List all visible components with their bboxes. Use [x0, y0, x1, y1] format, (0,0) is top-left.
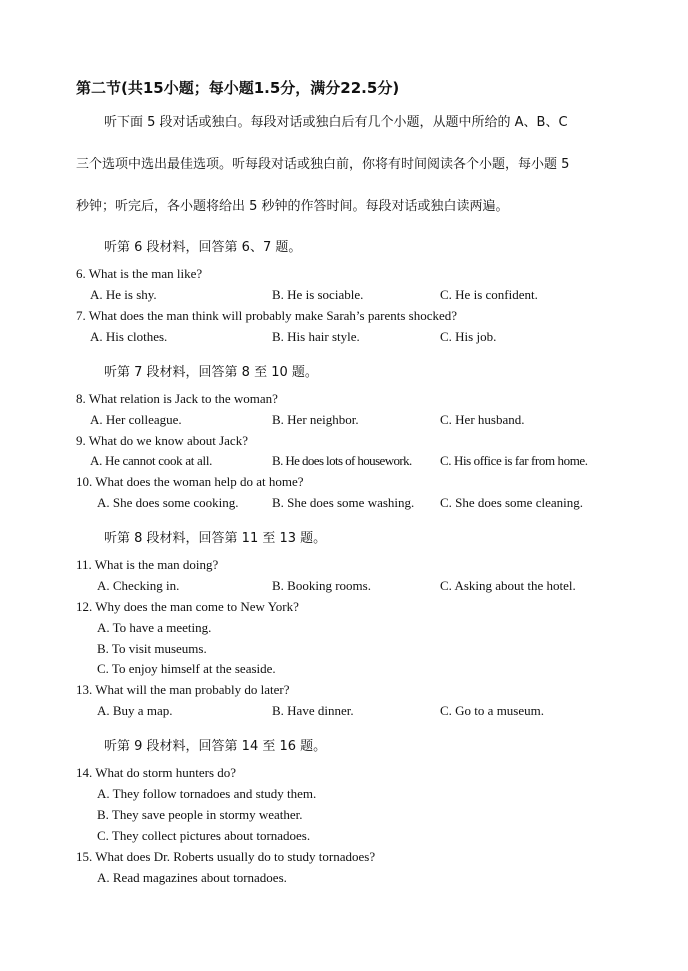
question-13: 13. What will the man probably do later?	[76, 682, 290, 697]
question-14-option-b: B. They save people in stormy weather.	[97, 807, 303, 822]
question-9-option-b: B. He does lots of housework.	[272, 453, 412, 468]
material-8-heading: 听第 8 段材料，回答第 11 至 13 题。	[104, 531, 327, 546]
question-13-option-b: B. Have dinner.	[272, 703, 354, 718]
question-14-option-a: A. They follow tornadoes and study them.	[97, 786, 317, 801]
question-13-option-a: A. Buy a map.	[97, 703, 173, 718]
question-6: 6. What is the man like?	[76, 266, 203, 281]
instruction-line-1: 听下面 5 段对话或独白。每段对话或独白后有几个小题，从题中所给的 A、B、C	[104, 115, 568, 130]
question-15: 15. What does Dr. Roberts usually do to study tornadoes?	[76, 849, 376, 864]
material-6-heading: 听第 6 段材料，回答第 6、7 题。	[104, 240, 302, 255]
question-7-option-c: C. His job.	[440, 329, 497, 344]
question-10-option-a: A. She does some cooking.	[97, 495, 239, 510]
question-10-option-c: C. She does some cleaning.	[440, 495, 583, 510]
instruction-line-3: 秒钟；听完后，各小题将给出 5 秒钟的作答时间。每段对话或独白读两遍。	[76, 199, 509, 214]
instruction-line-2: 三个选项中选出最佳选项。听每段对话或独白前，你将有时间阅读各个小题，每小题 5	[76, 157, 570, 172]
question-10-option-b: B. She does some washing.	[272, 495, 415, 510]
section-title: 第二节(共15小题；每小题1.5分，满分22.5分)	[76, 79, 400, 97]
question-15-option-a: A. Read magazines about tornadoes.	[97, 870, 287, 885]
question-12-option-c: C. To enjoy himself at the seaside.	[97, 661, 276, 676]
question-6-option-c: C. He is confident.	[440, 287, 538, 302]
question-11-option-c: C. Asking about the hotel.	[440, 578, 576, 593]
question-11-option-a: A. Checking in.	[97, 578, 180, 593]
question-11: 11. What is the man doing?	[76, 557, 219, 572]
material-9-heading: 听第 9 段材料，回答第 14 至 16 题。	[104, 739, 327, 754]
question-8-option-c: C. Her husband.	[440, 412, 525, 427]
question-13-option-c: C. Go to a museum.	[440, 703, 544, 718]
question-9-option-a: A. He cannot cook at all.	[90, 453, 213, 468]
question-12-option-b: B. To visit museums.	[97, 641, 207, 656]
question-12-option-a: A. To have a meeting.	[97, 620, 212, 635]
question-7-option-a: A. His clothes.	[90, 329, 168, 344]
question-12: 12. Why does the man come to New York?	[76, 599, 299, 614]
question-14-option-c: C. They collect pictures about tornadoes.	[97, 828, 311, 843]
question-10: 10. What does the woman help do at home?	[76, 474, 304, 489]
question-8: 8. What relation is Jack to the woman?	[76, 391, 278, 406]
question-9-option-c: C. His office is far from home.	[440, 453, 588, 468]
question-7: 7. What does the man think will probably make Sarah’s parents shocked?	[76, 308, 457, 323]
question-11-option-b: B. Booking rooms.	[272, 578, 371, 593]
question-6-option-a: A. He is shy.	[90, 287, 157, 302]
question-8-option-a: A. Her colleague.	[90, 412, 182, 427]
material-7-heading: 听第 7 段材料，回答第 8 至 10 题。	[104, 365, 318, 380]
question-14: 14. What do storm hunters do?	[76, 765, 237, 780]
question-7-option-b: B. His hair style.	[272, 329, 360, 344]
question-6-option-b: B. He is sociable.	[272, 287, 364, 302]
question-8-option-b: B. Her neighbor.	[272, 412, 359, 427]
question-9: 9. What do we know about Jack?	[76, 433, 248, 448]
